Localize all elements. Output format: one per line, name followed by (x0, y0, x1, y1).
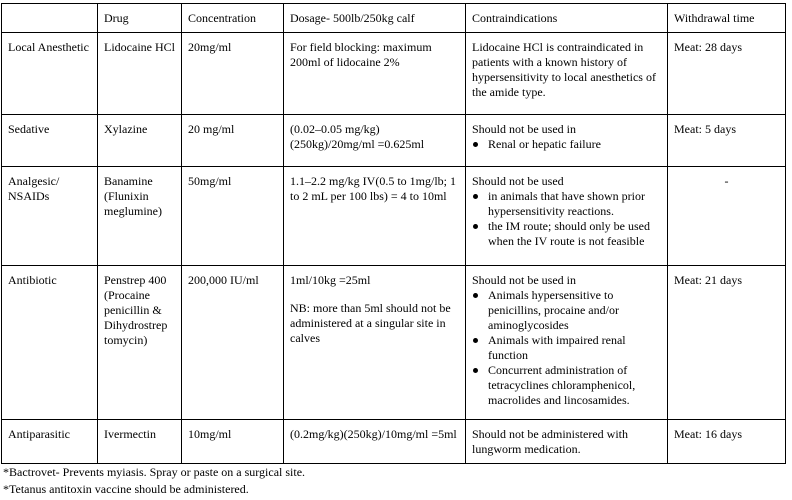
contraindications-cell (466, 167, 668, 266)
drug-cell: Banamine (Flunixin meglumine) (98, 167, 182, 266)
concentration-cell: 200,000 IU/ml (182, 266, 284, 420)
concentration-cell: 20mg/ml (182, 33, 284, 115)
footnote: *Tetanus antitoxin vaccine should be administered. (3, 482, 249, 496)
concentration-cell: 20 mg/ml (182, 115, 284, 167)
dosage-line: (0.2mg/kg)(250kg)/10mg/ml =5ml (290, 427, 457, 441)
withdrawal-cell: Meat: 28 days (668, 33, 786, 115)
dosage-cell (284, 115, 466, 167)
table-row (2, 167, 786, 266)
contra-list (472, 189, 661, 249)
table-row (2, 266, 786, 420)
withdrawal-cell: Meat: 21 days (668, 266, 786, 420)
contra-list (472, 137, 661, 152)
list-item: Animals with impaired renal function (472, 333, 661, 363)
contraindications-cell (466, 266, 668, 420)
contra-list (472, 288, 661, 408)
category-cell: Antiparasitic (2, 420, 98, 464)
drug-cell: Penstrep 400 (Procaine penicillin & Dihydrostrep tomycin) (98, 266, 182, 420)
drug-table (1, 3, 786, 464)
footnotes (3, 465, 783, 499)
dosage-line: For field blocking: maximum 200ml of lidocaine 2% (290, 40, 432, 69)
footnote: *Bactrovet- Prevents myiasis. Spray or paste on a surgical site. (3, 465, 306, 479)
table-row (2, 33, 786, 115)
dosage-note: NB: more than 5ml should not be administered at a singular site in calves (290, 301, 451, 345)
contra-intro: Should not be administered with lungworm medication. (472, 427, 628, 456)
list-item: Renal or hepatic failure (472, 137, 661, 152)
list-item: the IM route; should only be used when the IV route is not feasible (472, 219, 661, 249)
contraindications-cell (466, 33, 668, 115)
concentration-cell: 10mg/ml (182, 420, 284, 464)
withdrawal-cell: Meat: 16 days (668, 420, 786, 464)
category-cell: Local Anesthetic (2, 33, 98, 115)
dosage-line: (0.02–0.05 mg/kg)(250kg)/20mg/ml =0.625ml (290, 122, 425, 151)
dosage-cell (284, 420, 466, 464)
drug-cell: Lidocaine HCl (98, 33, 182, 115)
dosage-cell (284, 266, 466, 420)
header-contraindications: Contraindications (466, 4, 668, 33)
header-dosage: Dosage- 500lb/250kg calf (284, 4, 466, 33)
header-concentration: Concentration (182, 4, 284, 33)
dosage-cell (284, 33, 466, 115)
contraindications-cell (466, 420, 668, 464)
withdrawal-cell: - (668, 167, 786, 266)
contra-intro: Should not be used (472, 174, 564, 188)
header-category (2, 4, 98, 33)
category-cell: Sedative (2, 115, 98, 167)
contraindications-cell (466, 115, 668, 167)
list-item: Concurrent administration of tetracyclines chloramphenicol, macrolides and lincosamides. (472, 363, 661, 408)
list-item: Animals hypersensitive to penicillins, procaine and/or aminoglycosides (472, 288, 661, 333)
contra-intro: Should not be used in (472, 273, 576, 287)
withdrawal-cell: Meat: 5 days (668, 115, 786, 167)
contra-intro: Lidocaine HCl is contraindicated in patients with a known history of hypersensitivity to local anesthetics of the amide type. (472, 40, 656, 99)
drug-cell: Ivermectin (98, 420, 182, 464)
header-withdrawal: Withdrawal time (668, 4, 786, 33)
table-row (2, 420, 786, 464)
drug-cell: Xylazine (98, 115, 182, 167)
dosage-line: 1.1–2.2 mg/kg IV(0.5 to 1mg/lb; 1 to 2 mL per 100 lbs) = 4 to 10ml (290, 174, 456, 203)
table-header-row (2, 4, 786, 33)
dosage-line: 1ml/10kg =25ml (290, 273, 371, 287)
dosage-cell (284, 167, 466, 266)
concentration-cell: 50mg/ml (182, 167, 284, 266)
table-row (2, 115, 786, 167)
category-cell: Antibiotic (2, 266, 98, 420)
contra-intro: Should not be used in (472, 122, 576, 136)
list-item: in animals that have shown prior hypersensitivity reactions. (472, 189, 661, 219)
header-drug: Drug (98, 4, 182, 33)
category-cell: Analgesic/ NSAIDs (2, 167, 98, 266)
